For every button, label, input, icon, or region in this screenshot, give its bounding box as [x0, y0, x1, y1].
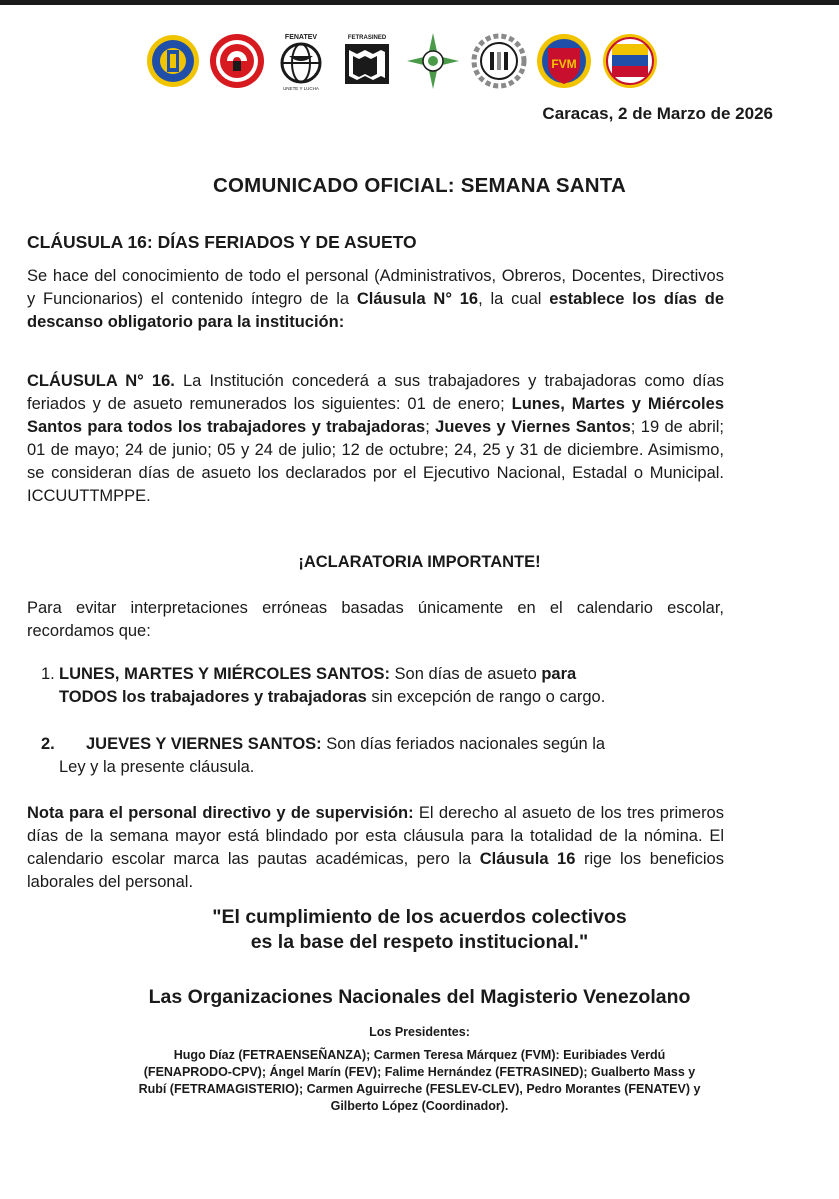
organizations-signature: Las Organizaciones Nacionales del Magisterio Venezolano	[148, 986, 691, 1008]
presidents-line-1: Hugo Díaz (FETRAENSEÑANZA); Carmen Teresa Márquez (FVM): Euribiades Verdú	[173, 1048, 666, 1062]
red-seal-icon	[209, 30, 265, 92]
clause-subtitle: CLÁUSULA 16: DÍAS FERIADOS Y DE ASUETO	[27, 232, 417, 252]
presidents-label: Los Presidentes:	[369, 1025, 470, 1039]
presidents-line-2: (FENAPRODO-CPV); Ángel Marín (FEV); Falime Hernández (FETRASINED); Gualberto Mass y	[143, 1065, 696, 1079]
list-item-2: 2. JUEVES Y VIERNES SANTOS: Son días feriados nacionales según la Ley y la presente cláusula.	[41, 735, 606, 776]
svg-text:UNETE Y LUCHA: UNETE Y LUCHA	[283, 86, 319, 91]
svg-text:FETRASINED: FETRASINED	[347, 35, 387, 41]
gear-seal-icon	[471, 30, 527, 92]
list-item-1: 1. LUNES, MARTES Y MIÉRCOLES SANTOS: Son días de asueto para TODOS los trabajadores y trabajadoras sin excepción de rango o cargo.	[41, 665, 606, 706]
tricolor-seal-icon	[602, 30, 658, 92]
quote-line-2: es la base del respeto institucional."	[250, 931, 589, 953]
presidents-line-4: Gilberto López (Coordinador).	[330, 1099, 509, 1113]
fetrasined-book-icon	[339, 30, 395, 92]
presidents-line-3: Rubí (FETRAMAGISTERIO); Carmen Aguirreche (FESLEV-CLEV), Pedro Morantes (FENATEV) y	[138, 1082, 701, 1096]
date-line: Caracas, 2 de Marzo de 2026	[542, 104, 773, 123]
closing-quote	[0, 905, 839, 955]
supervisors-note-paragraph: Nota para el personal directivo y de supervisión: El derecho al asueto de los tres primeros días de la semana mayor está blindado por esta cláusula para la totalidad de la nómina. El calendario escolar marca las pautas académicas, pero la Cláusula 16 rige los beneficios laborales del personal.	[27, 804, 724, 891]
clarification-intro-paragraph: Para evitar interpretaciones erróneas basadas únicamente en el calendario escolar, recordamos que:	[27, 599, 724, 640]
cogwheel-emblem-icon	[145, 30, 201, 92]
svg-text:FENATEV: FENATEV	[284, 34, 318, 41]
top-border	[0, 0, 839, 5]
svg-text:FVM: FVM	[551, 57, 577, 71]
presidents-list	[0, 1047, 839, 1115]
union-logos-row	[143, 30, 683, 92]
quote-line-1: "El cumplimiento de los acuerdos colectivos	[212, 906, 627, 928]
intro-paragraph: Se hace del conocimiento de todo el personal (Administrativos, Obreros, Docentes, Directivos y Funcionarios) el contenido íntegro de la Cláusula N° 16, la cual establece los días de descanso obligatorio para la institución:	[27, 267, 724, 331]
fvm-shield-icon	[536, 30, 592, 92]
green-compass-icon	[405, 30, 461, 92]
document-title: COMUNICADO OFICIAL: SEMANA SANTA	[213, 174, 626, 197]
important-clarification-heading: ¡ACLARATORIA IMPORTANTE!	[298, 553, 541, 571]
clause-16-paragraph: CLÁUSULA N° 16. La Institución concederá a sus trabajadores y trabajadoras como días feriados y de asueto remunerados los siguientes: 01 de enero; Lunes, Martes y Miércoles Santos para todos los trabajadores y trabajadoras; Jueves y Viernes Santos; 19 de abril; 01 de mayo; 24 de junio; 05 y 24 de julio; 12 de octubre; 24, 25 y 31 de diciembre. Asimismo, se consideran días de asueto los declarados por el Ejecutivo Nacional, Estadal o Municipal. ICCUUTTMPPE.	[27, 372, 725, 505]
fenatev-globe-icon	[273, 30, 329, 92]
